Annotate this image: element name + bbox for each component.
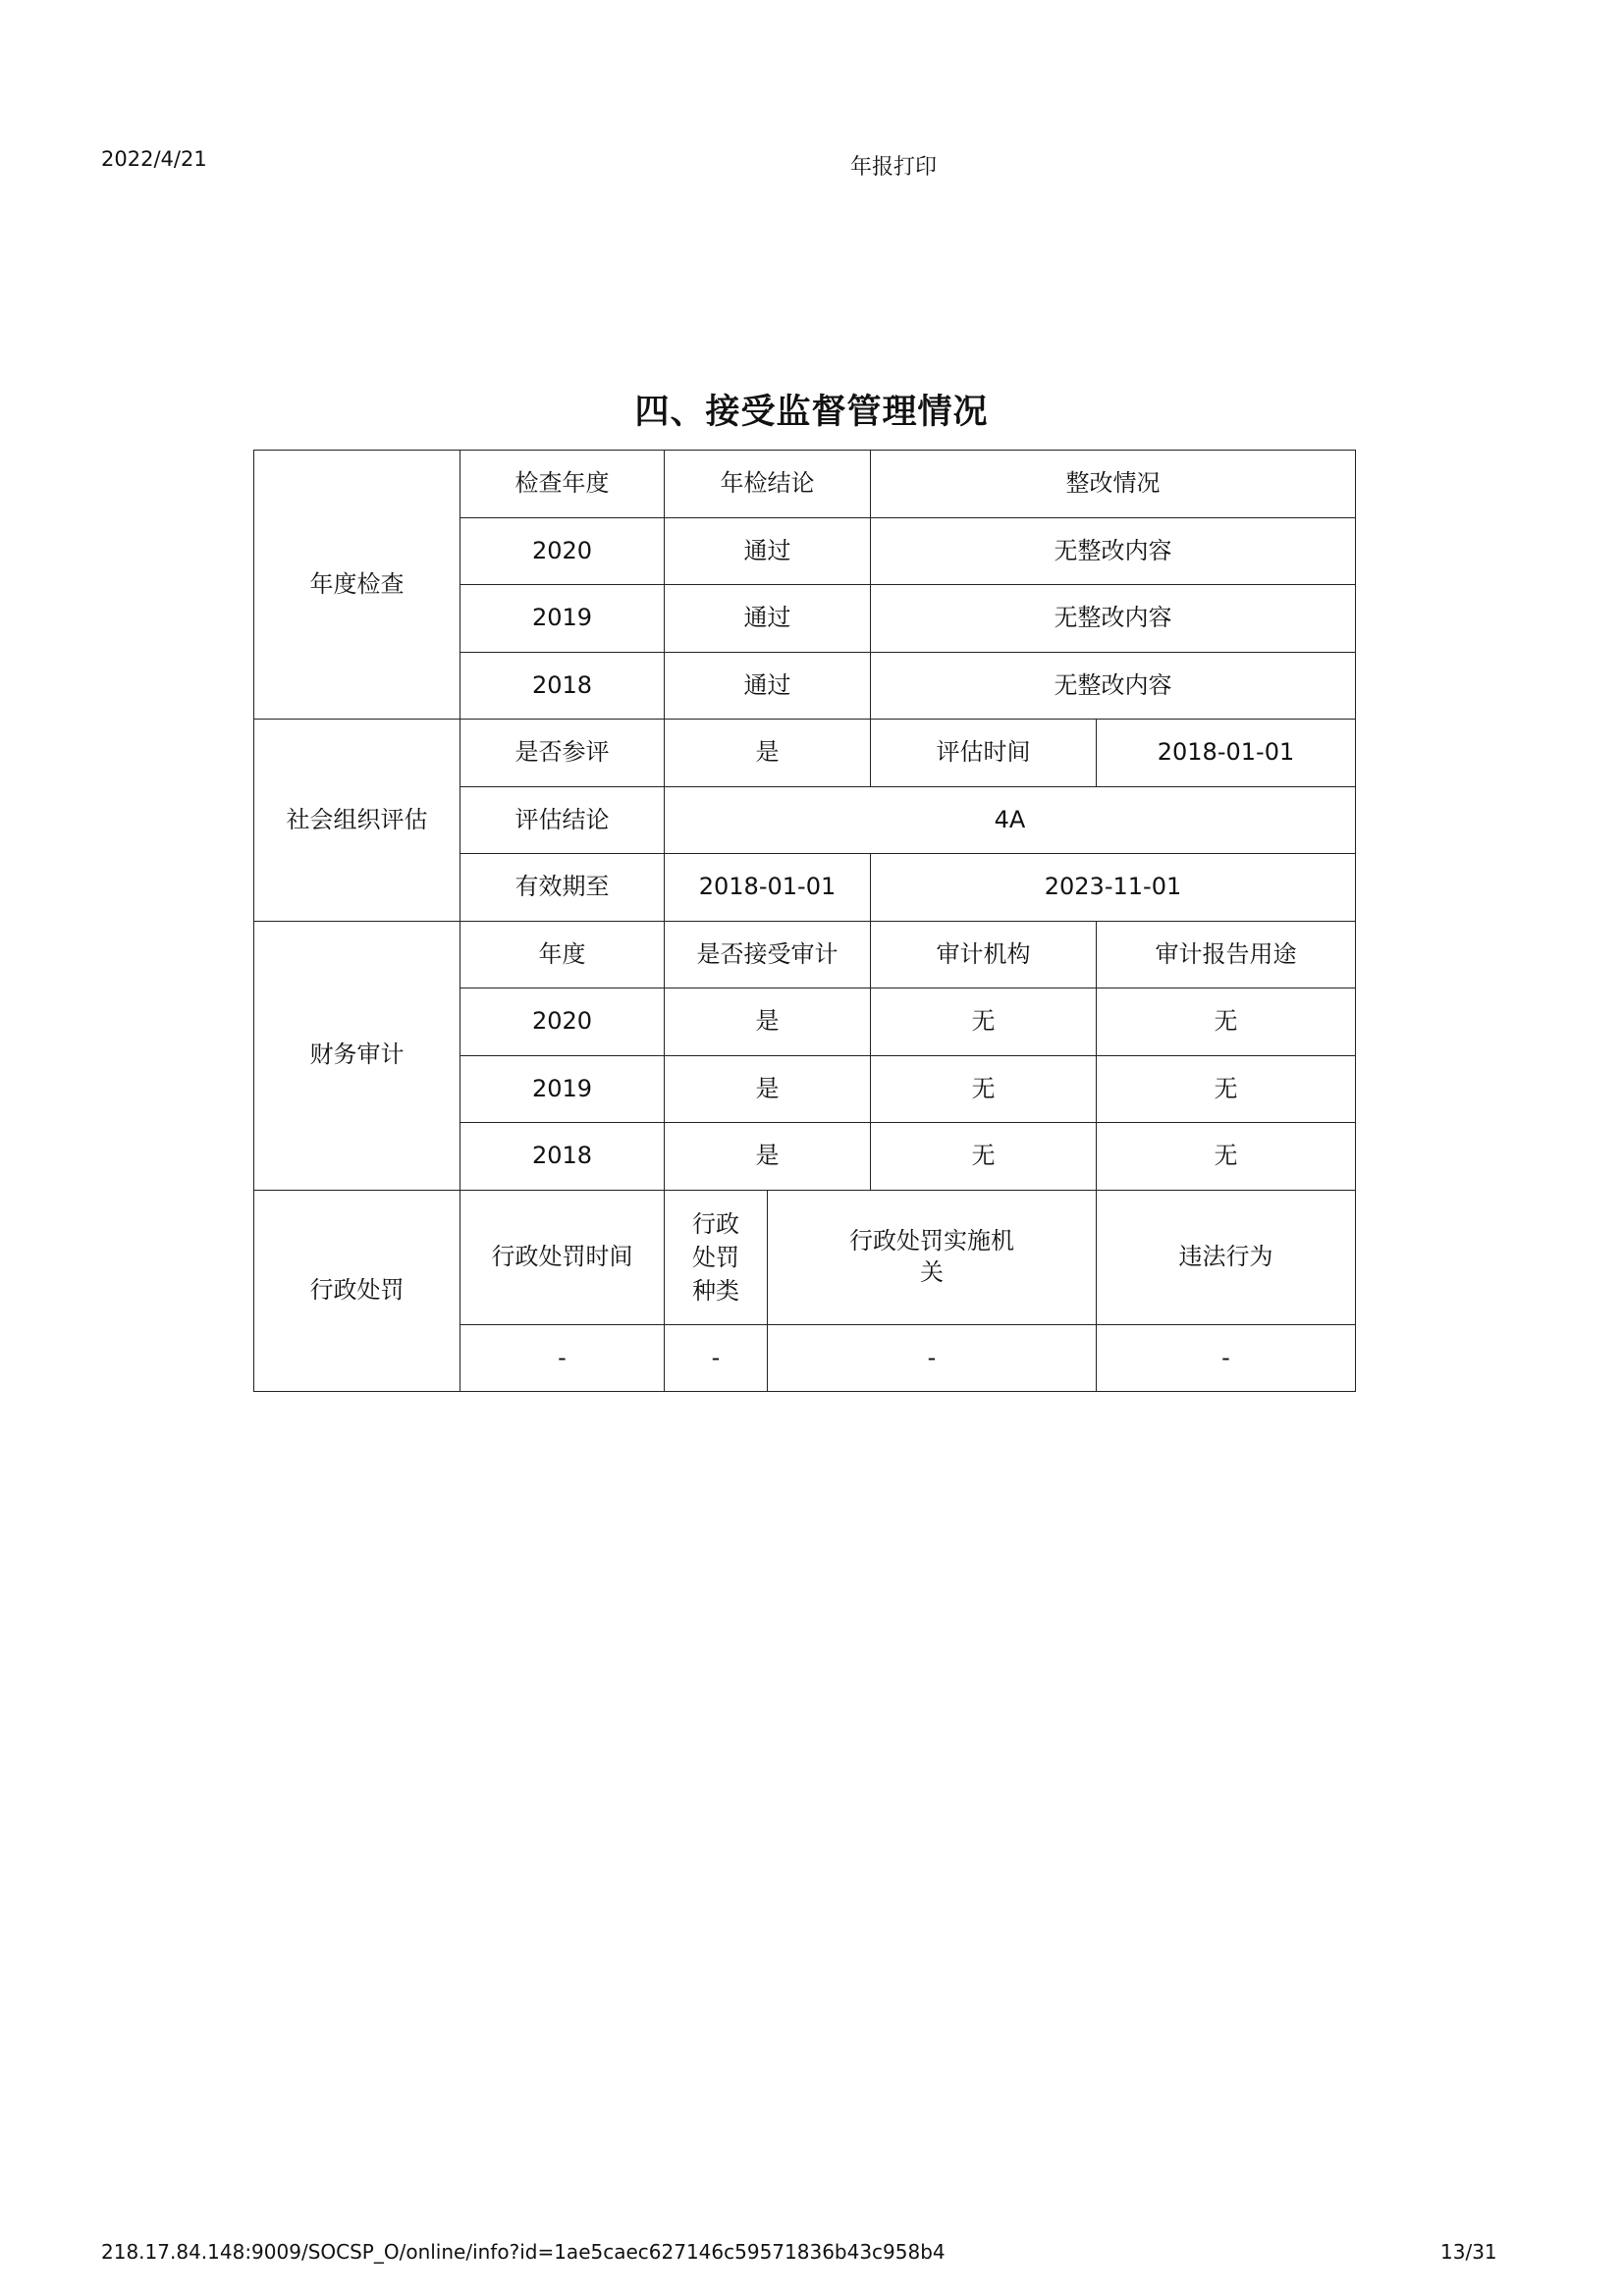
table-cell: -: [460, 1324, 665, 1392]
field-value: 4A: [665, 786, 1356, 854]
table-cell: -: [665, 1324, 768, 1392]
field-label: 有效期至: [460, 854, 665, 922]
table-cell: 无: [1097, 988, 1356, 1056]
table-cell: 是: [665, 1123, 871, 1191]
supervision-table: [253, 450, 1356, 1392]
field-label: 是否参评: [460, 720, 665, 787]
table-cell: 通过: [665, 652, 871, 720]
column-header: 违法行为: [1097, 1190, 1356, 1324]
field-value: 2018-01-01: [1097, 720, 1356, 787]
column-header: 行政处罚时间: [460, 1190, 665, 1324]
field-label: 评估结论: [460, 786, 665, 854]
section-label-audit: 财务审计: [254, 921, 460, 1190]
print-title: 年报打印: [850, 155, 938, 180]
section-label-annual-inspection: 年度检查: [254, 451, 460, 720]
field-value: 2023-11-01: [871, 854, 1356, 922]
field-value: 2018-01-01: [665, 854, 871, 922]
table-cell: 是: [665, 988, 871, 1056]
table-cell: 无: [871, 1123, 1097, 1191]
column-header: 年度: [460, 921, 665, 988]
table-cell: 无: [1097, 1055, 1356, 1123]
column-header-text: 行政处罚种类: [692, 1209, 739, 1305]
table-cell: -: [1097, 1324, 1356, 1392]
column-header: 整改情况: [871, 451, 1356, 518]
column-header: 年检结论: [665, 451, 871, 518]
table-row: [254, 1190, 1356, 1324]
column-header: 检查年度: [460, 451, 665, 518]
section-label-evaluation: 社会组织评估: [254, 720, 460, 922]
table-cell: 是: [665, 1055, 871, 1123]
table-cell: 通过: [665, 517, 871, 585]
column-header: 是否接受审计: [665, 921, 871, 988]
page-url: 218.17.84.148:9009/SOCSP_O/online/info?id=1ae5caec627146c59571836b43c958b4: [101, 2240, 946, 2264]
table-cell: 无整改内容: [871, 652, 1356, 720]
table-cell: 无整改内容: [871, 517, 1356, 585]
table-cell: 2018: [460, 652, 665, 720]
column-header: [665, 1190, 768, 1324]
table-cell: 无: [871, 988, 1097, 1056]
page-number: 13/31: [1440, 2240, 1497, 2264]
table-cell: 无整改内容: [871, 585, 1356, 653]
table-cell: 2019: [460, 1055, 665, 1123]
column-header: 审计机构: [871, 921, 1097, 988]
table-cell: 通过: [665, 585, 871, 653]
table-cell: -: [768, 1324, 1097, 1392]
table-cell: 2018: [460, 1123, 665, 1191]
table-cell: 2020: [460, 988, 665, 1056]
table-cell: 无: [871, 1055, 1097, 1123]
column-header: [768, 1190, 1097, 1324]
section-label-penalty: 行政处罚: [254, 1190, 460, 1392]
table-row: [254, 451, 1356, 518]
field-value: 是: [665, 720, 871, 787]
table-row: [254, 921, 1356, 988]
column-header: 审计报告用途: [1097, 921, 1356, 988]
table-row: [254, 720, 1356, 787]
column-header-text: 行政处罚实施机关: [849, 1227, 1014, 1286]
table-cell: 无: [1097, 1123, 1356, 1191]
print-date: 2022/4/21: [101, 147, 207, 171]
field-label: 评估时间: [871, 720, 1097, 787]
table-cell: 2020: [460, 517, 665, 585]
table-cell: 2019: [460, 585, 665, 653]
section-title: 四、接受监督管理情况: [634, 393, 989, 432]
